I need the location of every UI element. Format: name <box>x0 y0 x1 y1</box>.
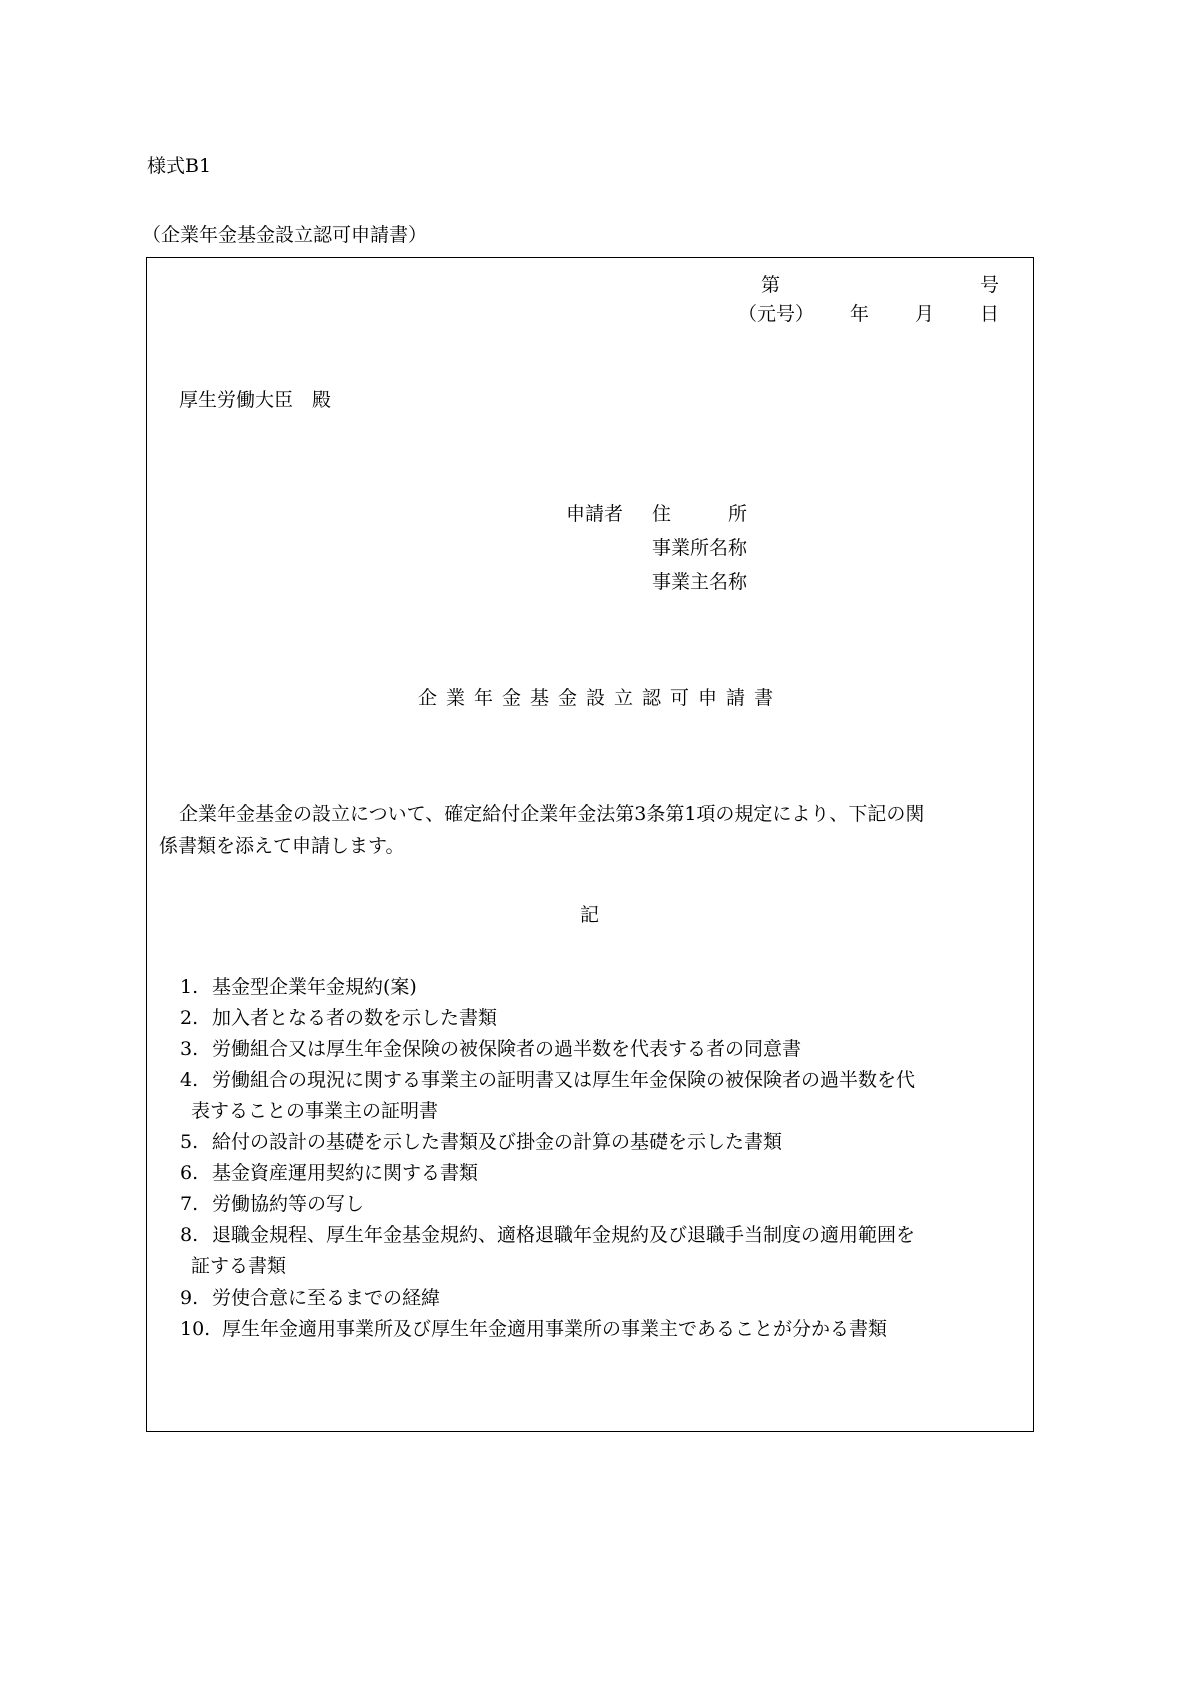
item-text: 労使合意に至るまでの経緯 <box>212 1287 441 1309</box>
list-item-8 <box>180 1223 915 1247</box>
list-item-3 <box>180 1037 801 1061</box>
form-caption: （企業年金基金設立認可申請書） <box>142 224 428 246</box>
item-number: 7. <box>180 1193 199 1215</box>
addressee: 厚生労働大臣 殿 <box>179 389 332 411</box>
month-label: 月 <box>915 303 935 325</box>
item-number: 4. <box>180 1069 199 1091</box>
item-number: 1. <box>180 976 199 998</box>
applicant-label: 申請者 <box>566 503 624 525</box>
item-number: 3. <box>180 1038 199 1060</box>
item-number: 10. <box>180 1318 211 1340</box>
list-item-5 <box>180 1130 782 1154</box>
item-text: 厚生年金適用事業所及び厚生年金適用事業所の事業主であることが分かる書類 <box>222 1318 888 1340</box>
list-item-10 <box>180 1317 887 1341</box>
item-number: 2. <box>180 1007 199 1029</box>
item-number: 5. <box>180 1131 199 1153</box>
list-item-9 <box>180 1286 440 1310</box>
era-label: （元号） <box>738 303 815 325</box>
list-item-6 <box>180 1161 478 1185</box>
number-suffix: 号 <box>980 274 1000 296</box>
year-label: 年 <box>850 303 870 325</box>
item-text: 退職金規程、厚生年金基金規約、適格退職年金規約及び退職手当制度の適用範囲を <box>212 1224 916 1246</box>
item-number: 8. <box>180 1224 199 1246</box>
body-line-1: 企業年金基金の設立について、確定給付企業年金法第3条第1項の規定により、下記の関 <box>179 803 925 825</box>
item-text: 給付の設計の基礎を示した書類及び掛金の計算の基礎を示した書類 <box>212 1131 783 1153</box>
item-text: 労働協約等の写し <box>212 1193 365 1215</box>
list-item-7 <box>180 1192 364 1216</box>
item-number: 6. <box>180 1162 199 1184</box>
office-name-label: 事業所名称 <box>652 537 748 559</box>
form-code: 様式B1 <box>147 155 212 177</box>
employer-name-label: 事業主名称 <box>652 571 748 593</box>
list-item-4 <box>180 1068 915 1092</box>
item-text: 加入者となる者の数を示した書類 <box>212 1007 498 1029</box>
list-item-2 <box>180 1006 497 1030</box>
list-item-8-continued: 証する書類 <box>191 1255 287 1277</box>
ki-heading: 記 <box>580 904 600 926</box>
item-text: 労働組合又は厚生年金保険の被保険者の過半数を代表する者の同意書 <box>212 1038 802 1060</box>
address-label: 住 所 <box>652 503 748 525</box>
number-prefix: 第 <box>761 274 781 296</box>
item-text: 基金資産運用契約に関する書類 <box>212 1162 479 1184</box>
list-item-1 <box>180 975 417 999</box>
item-text: 基金型企業年金規約(案) <box>212 976 417 998</box>
document-title: 企業年金基金設立認可申請書 <box>418 687 783 709</box>
list-item-4-continued: 表することの事業主の証明書 <box>191 1100 439 1122</box>
day-label: 日 <box>980 303 1000 325</box>
body-line-2: 係書類を添えて申請します。 <box>159 835 405 857</box>
item-number: 9. <box>180 1287 199 1309</box>
item-text: 労働組合の現況に関する事業主の証明書又は厚生年金保険の被保険者の過半数を代 <box>212 1069 916 1091</box>
